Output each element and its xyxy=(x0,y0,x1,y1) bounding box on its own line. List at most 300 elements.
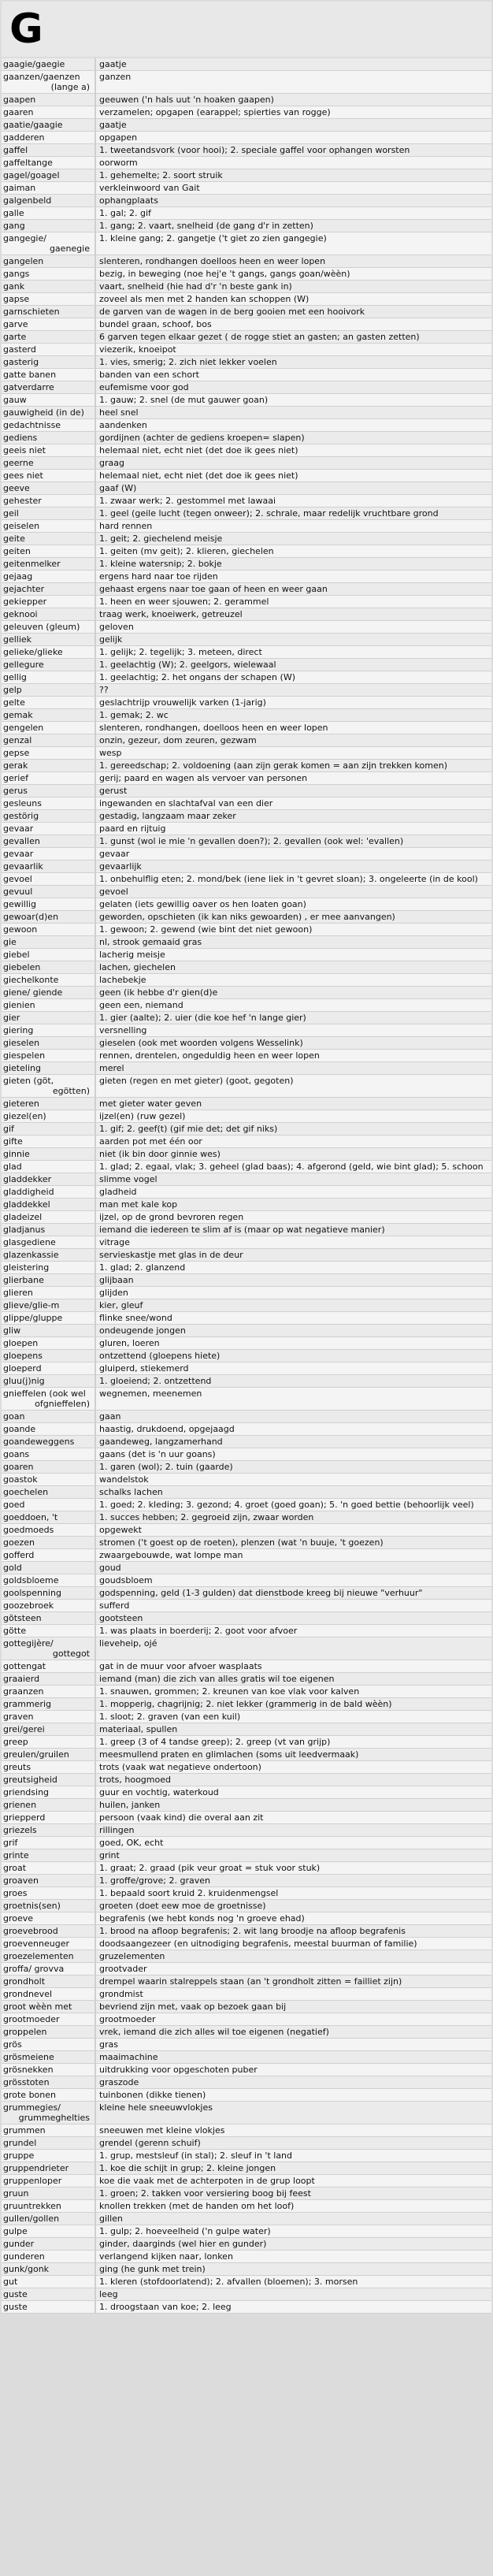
term-cell xyxy=(2,1976,96,1987)
term-cell xyxy=(2,1637,96,1660)
table-row xyxy=(2,1723,491,1736)
term-text: gekiepper xyxy=(3,597,47,607)
term-cell xyxy=(2,157,96,169)
term-cell xyxy=(2,106,96,118)
term-text: goldsbloeme xyxy=(3,1575,59,1585)
term-text: gunder xyxy=(3,2239,35,2249)
table-row xyxy=(2,1988,491,2001)
term-cell xyxy=(2,2150,96,2162)
table-row xyxy=(2,1350,491,1362)
term-text: groffa/ grovva xyxy=(3,1964,65,1974)
definition-cell: sneeuwen met kleine vlokjes xyxy=(99,2125,225,2136)
table-row xyxy=(2,1098,491,1110)
term-cell xyxy=(2,255,96,267)
term-cell xyxy=(2,2124,96,2136)
term-cell xyxy=(2,1774,96,1786)
term-text: grinte xyxy=(3,1850,29,1860)
term-cell xyxy=(2,1761,96,1773)
term-text: gauwigheid (in de) xyxy=(3,407,84,418)
table-row xyxy=(2,369,491,381)
table-row xyxy=(2,2051,491,2064)
definition-cell: gestadig, langzaam maar zeker xyxy=(99,811,236,821)
term-text: gewoon xyxy=(3,924,38,935)
definition-cell: 1. grup, mestsleuf (in stal); 2. sleuf in 't land xyxy=(99,2150,293,2161)
table-row xyxy=(2,1337,491,1350)
definition-cell: sufferd xyxy=(99,1600,130,1611)
table-row xyxy=(2,2263,491,2276)
definition-cell: gevaarlijk xyxy=(99,861,142,872)
table-row xyxy=(2,1587,491,1600)
definition-cell: slenteren, rondhangen, doelloos heen en weer lopen xyxy=(99,723,328,733)
definition-cell: 1. mopperig, chagrijnig; 2. niet lekker (grammerig in de bald wèèn) xyxy=(99,1699,392,1709)
definition-cell: bezig, in beweging (noe hej'e 't gangs, gangs goan/wèèn) xyxy=(99,269,350,279)
term-text: gladdigheid xyxy=(3,1187,54,1197)
term-text: geknooi xyxy=(3,609,38,619)
term-cell xyxy=(2,949,96,961)
definition-cell: iemand (man) die zich van alles gratis wil toe eigenen xyxy=(99,1674,335,1684)
definition-cell: graag xyxy=(99,458,124,468)
term-text: gangegie/ xyxy=(3,233,46,243)
term-cell xyxy=(2,1673,96,1685)
term-cell xyxy=(2,444,96,456)
term-cell xyxy=(2,1287,96,1299)
definition-cell: gaans (det is 'n uur goans) xyxy=(99,1449,216,1459)
table-row xyxy=(2,797,491,810)
definition-cell: aandenken xyxy=(99,420,147,430)
table-row xyxy=(2,1148,491,1161)
term-text: gulpe xyxy=(3,2226,28,2236)
definition-cell: geloven xyxy=(99,622,134,632)
term-text: guste xyxy=(3,2302,28,2312)
table-row xyxy=(2,1499,491,1511)
term-text: griezels xyxy=(3,1825,37,1835)
table-row xyxy=(2,571,491,583)
definition-cell: vitrage xyxy=(99,1237,130,1247)
table-row xyxy=(2,2288,491,2301)
definition-cell: helemaal niet, echt niet (det doe ik gees niet) xyxy=(99,470,298,481)
definition-cell: meesmullend praten en glimlachen (soms uit leedvermaak) xyxy=(99,1749,359,1760)
term-cell xyxy=(2,1799,96,1811)
table-row xyxy=(2,1549,491,1562)
table-row xyxy=(2,407,491,419)
definition-cell: 1. gal; 2. gif xyxy=(99,208,151,218)
term-cell xyxy=(2,1925,96,1937)
definition-cell: merel xyxy=(99,1063,124,1073)
definition-cell: traag werk, knoeiwerk, getreuzel xyxy=(99,609,243,619)
term-text: gienien xyxy=(3,1000,35,1010)
table-row xyxy=(2,1625,491,1637)
term-text: gaiman xyxy=(3,183,36,193)
term-cell xyxy=(2,1325,96,1336)
term-text: gieten (göt, xyxy=(3,1076,54,1086)
table-row xyxy=(2,1900,491,1912)
term-cell xyxy=(2,293,96,305)
table-row xyxy=(2,949,491,961)
definition-cell: vrek, iemand die zich alles wil toe eigenen (negatief) xyxy=(99,2027,329,2037)
table-row xyxy=(2,2251,491,2263)
term-cell xyxy=(2,621,96,633)
term-cell xyxy=(2,507,96,519)
term-text: gevaarlik xyxy=(3,861,43,872)
term-text: goolspenning xyxy=(3,1588,61,1598)
definition-cell: verlangend kijken naar, lonken xyxy=(99,2251,233,2262)
term-cell xyxy=(2,1912,96,1924)
table-row xyxy=(2,1562,491,1574)
table-row xyxy=(2,1186,491,1199)
definition-cell: goud xyxy=(99,1563,121,1573)
table-row xyxy=(2,419,491,432)
term-cell xyxy=(2,646,96,658)
definition-cell: goed, OK, echt xyxy=(99,1838,164,1848)
term-cell xyxy=(2,2039,96,2050)
term-text: geil xyxy=(3,508,19,519)
term-cell xyxy=(2,974,96,986)
definition-cell: 1. vies, smerig; 2. zich niet lekker voelen xyxy=(99,357,277,367)
term-text: glad xyxy=(3,1162,22,1172)
definition-cell: niet (ik bin door ginnie wes) xyxy=(99,1149,221,1159)
term-text: garte xyxy=(3,332,27,342)
definition-cell: leeg xyxy=(99,2289,118,2299)
definition-cell: 1. gewoon; 2. gewend (wie bint det niet gewoon) xyxy=(99,924,313,935)
definition-cell: geen een, niemand xyxy=(99,1000,183,1010)
term-cell xyxy=(2,2089,96,2101)
term-text: gaapen xyxy=(3,95,36,105)
table-row xyxy=(2,1537,491,1549)
term-text: gofferd xyxy=(3,1550,35,1560)
definition-cell: 1. gauw; 2. snel (de mut gauwer goan) xyxy=(99,395,269,405)
definition-cell: 1. glad; 2. glanzend xyxy=(99,1262,186,1273)
definition-cell: glijbaan xyxy=(99,1275,134,1285)
term-text: gruppenloper xyxy=(3,2176,62,2186)
table-row xyxy=(2,207,491,220)
definition-cell: wesp xyxy=(99,748,122,758)
term-cell xyxy=(2,924,96,935)
term-cell xyxy=(2,2162,96,2174)
term-cell xyxy=(2,671,96,683)
definition-cell: gat in de muur voor afvoer wasplaats xyxy=(99,1661,262,1671)
table-row xyxy=(2,1375,491,1388)
table-row xyxy=(2,1299,491,1312)
table-row xyxy=(2,646,491,659)
table-row xyxy=(2,1912,491,1925)
definition-cell: onzin, gezeur, dom zeuren, gezwam xyxy=(99,735,257,745)
term-text: gifte xyxy=(3,1136,23,1147)
definition-cell: gluren, loeren xyxy=(99,1338,160,1348)
definition-cell: 1. geiten (mv geit); 2. klieren, giechelen xyxy=(99,546,274,556)
term-cell xyxy=(2,1224,96,1236)
definition-cell: ganzen xyxy=(99,72,132,82)
term-cell xyxy=(2,1786,96,1798)
term-cell xyxy=(2,132,96,143)
definition-cell: iemand die iedereen te slim af is (maar op wat negatieve manier) xyxy=(99,1225,385,1235)
term-cell xyxy=(2,1136,96,1147)
term-cell xyxy=(2,457,96,469)
definition-cell: ijzel(en) (ruw gezel) xyxy=(99,1111,186,1121)
term-text: groes xyxy=(3,1888,28,1898)
table-row xyxy=(2,1486,491,1499)
term-text: grei/gerei xyxy=(3,1724,45,1734)
table-row xyxy=(2,1963,491,1976)
term-cell xyxy=(2,722,96,734)
table-row xyxy=(2,898,491,911)
table-row xyxy=(2,1686,491,1698)
definition-cell: heel snel xyxy=(99,407,139,418)
term-cell xyxy=(2,760,96,771)
term-text: gelliek xyxy=(3,634,32,645)
table-row xyxy=(2,306,491,318)
definition-cell: geslachtrijp vrouwelijk varken (1-jarig) xyxy=(99,697,266,708)
term-text: gelte xyxy=(3,697,25,708)
definition-cell: drempel waarin stalreppels staan (an 't grondholt zitten = failliet zijn) xyxy=(99,1976,402,1987)
term-text: gold xyxy=(3,1563,22,1573)
term-cell xyxy=(2,2200,96,2212)
definition-cell: gerij; paard en wagen als vervoer van personen xyxy=(99,773,308,783)
table-row xyxy=(2,2276,491,2288)
term-text: galle xyxy=(3,208,24,218)
definition-cell: 1. sloot; 2. graven (van een kuil) xyxy=(99,1712,241,1722)
term-cell xyxy=(2,1612,96,1624)
table-row xyxy=(2,1037,491,1050)
term-cell xyxy=(2,1499,96,1511)
term-text: gloeperd xyxy=(3,1363,42,1373)
term-text: galgenbeld xyxy=(3,195,52,206)
table-row xyxy=(2,344,491,356)
term-text: gerak xyxy=(3,760,28,771)
term-cell xyxy=(2,1474,96,1485)
table-row xyxy=(2,911,491,924)
term-cell xyxy=(2,470,96,481)
term-text: geeve xyxy=(3,483,30,493)
table-row xyxy=(2,1574,491,1587)
table-row xyxy=(2,1761,491,1774)
term-text: goedmoeds xyxy=(3,1525,54,1535)
term-cell xyxy=(2,1600,96,1611)
term-text: grummegies/ xyxy=(3,2102,61,2113)
term-text: glasgediene xyxy=(3,1237,56,1247)
term-text: gelieke/glieke xyxy=(3,647,63,657)
definition-cell: eufemisme voor god xyxy=(99,382,189,392)
definition-cell: gootsteen xyxy=(99,1613,143,1623)
definition-cell: aarden pot met één oor xyxy=(99,1136,202,1147)
term-text: gunderen xyxy=(3,2251,45,2262)
definition-cell: 1. gelijk; 2. tegelijk; 3. meteen, direct xyxy=(99,647,262,657)
definition-cell: lachen, giechelen xyxy=(99,962,176,972)
table-row xyxy=(2,1849,491,1862)
definition-cell: grootvader xyxy=(99,1964,147,1974)
term-cell xyxy=(2,1511,96,1523)
definition-cell: trots, hoogmoed xyxy=(99,1775,171,1785)
definition-cell: gevoel xyxy=(99,887,128,897)
term-cell xyxy=(2,772,96,784)
table-row xyxy=(2,1173,491,1186)
term-text: goandeweggens xyxy=(3,1437,75,1447)
term-cell xyxy=(2,1698,96,1710)
term-text: gangelen xyxy=(3,256,44,266)
definition-cell: guur en vochtig, waterkoud xyxy=(99,1787,219,1797)
table-row xyxy=(2,583,491,596)
term-cell xyxy=(2,2288,96,2300)
table-row xyxy=(2,1786,491,1799)
table-row xyxy=(2,1925,491,1938)
term-text: groat xyxy=(3,1863,27,1873)
definition-cell: man met kale kop xyxy=(99,1199,178,1210)
term-text: goande xyxy=(3,1424,36,1434)
table-row xyxy=(2,144,491,157)
term-cell xyxy=(2,1660,96,1672)
definition-cell: gerust xyxy=(99,786,128,796)
term-cell xyxy=(2,2102,96,2124)
table-row xyxy=(2,1524,491,1537)
term-text: grummen xyxy=(3,2125,46,2136)
term-text: giering xyxy=(3,1025,34,1035)
term-text: garve xyxy=(3,319,28,329)
term-cell xyxy=(2,734,96,746)
definition-cell: slenteren, rondhangen doelloos heen en weer lopen xyxy=(99,256,326,266)
table-row xyxy=(2,1274,491,1287)
term-text: greuts xyxy=(3,1762,32,1772)
term-cell xyxy=(2,232,96,255)
table-row xyxy=(2,318,491,331)
definition-cell: 1. geelachtig (W); 2. geelgors, wielewaal xyxy=(99,660,276,670)
dictionary-table xyxy=(2,58,491,2314)
table-row xyxy=(2,1287,491,1299)
table-row xyxy=(2,2238,491,2251)
definition-cell: huilen, janken xyxy=(99,1800,161,1810)
definition-cell: ginder, daarginds (wel hier en gunder) xyxy=(99,2239,267,2249)
term-cell xyxy=(2,1461,96,1473)
definition-cell: tuinbonen (dikke tienen) xyxy=(99,2090,206,2100)
term-subtext: gottegot xyxy=(52,1649,90,1659)
term-text: gatverdarre xyxy=(3,382,54,392)
table-row xyxy=(2,1875,491,1887)
definition-cell: servieskastje met glas in de deur xyxy=(99,1250,243,1260)
term-cell xyxy=(2,1900,96,1912)
table-row xyxy=(2,1812,491,1824)
definition-cell: gieten (regen en met gieter) (goot, gegoten) xyxy=(99,1076,294,1086)
term-cell xyxy=(2,1749,96,1760)
term-text: glippe/gluppe xyxy=(3,1313,63,1323)
definition-cell: gehaast ergens naar toe gaan of heen en weer gaan xyxy=(99,584,328,594)
table-row xyxy=(2,1461,491,1474)
term-text: graven xyxy=(3,1712,34,1722)
definition-cell: 1. droogstaan van koe; 2. leeg xyxy=(99,2302,232,2312)
term-text: garnschieten xyxy=(3,307,60,317)
term-cell xyxy=(2,936,96,948)
term-cell xyxy=(2,999,96,1011)
term-text: gie xyxy=(3,937,17,947)
definition-cell: gaaf (W) xyxy=(99,483,137,493)
table-row xyxy=(2,232,491,255)
table-row xyxy=(2,444,491,457)
term-text: grienen xyxy=(3,1800,37,1810)
definition-cell: materiaal, spullen xyxy=(99,1724,178,1734)
table-row xyxy=(2,2013,491,2026)
definition-cell: grendel (gerenn schuif) xyxy=(99,2138,201,2148)
table-row xyxy=(2,1698,491,1711)
table-row xyxy=(2,760,491,772)
definition-cell: gaatje xyxy=(99,59,127,69)
table-row xyxy=(2,2026,491,2039)
term-text: gruppe xyxy=(3,2150,35,2161)
term-subtext: grummeghelties xyxy=(18,2113,90,2123)
table-row xyxy=(2,886,491,898)
term-cell xyxy=(2,2213,96,2225)
term-text: griepperd xyxy=(3,1812,46,1823)
table-row xyxy=(2,356,491,369)
term-text: gadderen xyxy=(3,132,45,143)
term-text: gesleuns xyxy=(3,798,42,808)
definition-cell: hard rennen xyxy=(99,521,153,531)
table-row xyxy=(2,2124,491,2137)
definition-cell: 1. koe die schijt in grup; 2. kleine jongen xyxy=(99,2163,276,2173)
term-cell xyxy=(2,545,96,557)
definition-cell: gras xyxy=(99,2039,118,2050)
term-text: gees niet xyxy=(3,470,43,481)
term-text: glierbane xyxy=(3,1275,44,1285)
definition-cell: persoon (vaak kind) die overal aan zit xyxy=(99,1812,264,1823)
table-row xyxy=(2,132,491,144)
term-text: gejaag xyxy=(3,571,33,582)
term-text: goechelen xyxy=(3,1487,49,1497)
term-text: groaven xyxy=(3,1875,39,1886)
definition-cell: kier, gleuf xyxy=(99,1300,143,1310)
term-text: gellegure xyxy=(3,660,44,670)
term-text: gejachter xyxy=(3,584,45,594)
table-row xyxy=(2,1211,491,1224)
table-row xyxy=(2,1887,491,1900)
definition-cell: kleine hele sneeuwvlokjes xyxy=(99,2102,213,2113)
term-text: gerus xyxy=(3,786,28,796)
term-text: giespelen xyxy=(3,1050,46,1061)
table-row xyxy=(2,2076,491,2089)
term-text: gieteren xyxy=(3,1098,39,1109)
definition-cell: grootmoeder xyxy=(99,2014,156,2024)
table-row xyxy=(2,961,491,974)
term-cell xyxy=(2,268,96,280)
term-cell xyxy=(2,596,96,608)
term-text: grootmoeder xyxy=(3,2014,60,2024)
term-text: gangs xyxy=(3,269,30,279)
term-text: götsteen xyxy=(3,1613,42,1623)
definition-cell: bevriend zijn met, vaak op bezoek gaan bij xyxy=(99,2002,287,2012)
term-cell xyxy=(2,1274,96,1286)
table-row xyxy=(2,747,491,760)
term-cell xyxy=(2,1024,96,1036)
term-cell xyxy=(2,697,96,708)
term-cell xyxy=(2,1988,96,2000)
definition-cell: 1. gemak; 2. wc xyxy=(99,710,169,720)
term-text: gasterig xyxy=(3,357,39,367)
term-cell xyxy=(2,407,96,418)
term-text: gleistering xyxy=(3,1262,50,1273)
table-row xyxy=(2,495,491,507)
term-cell xyxy=(2,1211,96,1223)
term-text: groot wèèn met xyxy=(3,2002,72,2012)
term-text: groppelen xyxy=(3,2027,47,2037)
term-text: gladeizel xyxy=(3,1212,43,1222)
section-letter: G xyxy=(9,6,43,53)
term-cell xyxy=(2,911,96,923)
term-cell xyxy=(2,1524,96,1536)
term-text: gewillig xyxy=(3,899,36,909)
table-row xyxy=(2,533,491,545)
definition-cell: gruzelementen xyxy=(99,1951,165,1961)
table-row xyxy=(2,785,491,797)
definition-cell: schalks lachen xyxy=(99,1487,163,1497)
table-row xyxy=(2,1024,491,1037)
table-row xyxy=(2,281,491,293)
term-text: gaaren xyxy=(3,107,34,117)
